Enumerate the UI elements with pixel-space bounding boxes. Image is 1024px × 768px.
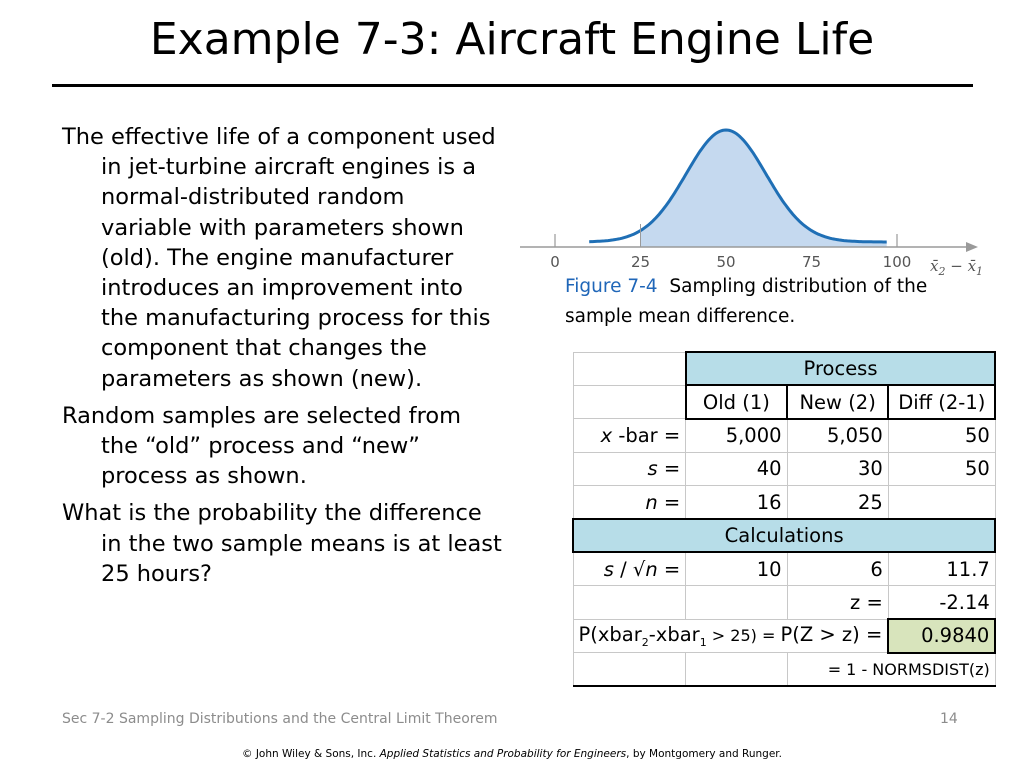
tick-label: 0 — [550, 253, 560, 271]
table-cell — [888, 486, 995, 519]
table-row — [573, 452, 995, 485]
table-cell: 40 — [686, 452, 787, 485]
table-cell: 50 — [888, 452, 995, 485]
copyright-line: © John Wiley & Sons, Inc. Applied Statistics and Probability for Engineers, by Montgomery and Runger. — [242, 748, 782, 760]
z-value: -2.14 — [888, 586, 995, 619]
table-row — [573, 519, 995, 552]
table-cell: 25 — [787, 486, 888, 519]
bullet-2: Random samples are selected from the “old” process and “new” process as shown. — [62, 402, 462, 490]
col-diff-header: Diff (2-1) — [888, 385, 995, 418]
table-row — [573, 586, 995, 619]
calculations-header: Calculations — [573, 519, 995, 552]
tick-label: 75 — [801, 253, 822, 271]
table-cell: 6 — [787, 552, 888, 585]
calculation-table — [572, 351, 996, 687]
table-cell: 5,000 — [686, 419, 787, 452]
page-number: 14 — [940, 711, 958, 727]
slide-title: Example 7-3: Aircraft Engine Life — [149, 14, 875, 65]
table-row — [573, 419, 995, 452]
tick-label: 25 — [630, 253, 651, 271]
table-cell: 11.7 — [888, 552, 995, 585]
probability-result: 0.9840 — [888, 619, 995, 652]
tick-label: 100 — [882, 253, 912, 271]
axis-label: $x̄_2$ − $x̄_1$ — [930, 257, 984, 278]
table-row — [573, 552, 995, 585]
probability-label: P(xbar$_2$-xbar$_1$ > 25) = P(Z > z) = — [573, 619, 888, 652]
bullet-3: What is the probability the difference in the two sample means is at least 25 hours? — [62, 500, 502, 587]
s-label: s = — [573, 452, 686, 485]
sampling-distribution-figure — [516, 116, 986, 286]
table-row — [573, 619, 995, 652]
footer-section-title: Sec 7-2 Sampling Distributions and the Central Limit Theorem — [62, 711, 498, 727]
col-old-header: Old (1) — [686, 385, 787, 418]
table-row — [573, 385, 995, 418]
col-new-header: New (2) — [787, 385, 888, 418]
tick-label: 50 — [716, 253, 736, 271]
bullet-1: The effective life of a component used in jet-turbine aircraft engines is a normal-distributed random variable with parameters shown (old). The engine manufacturer introduces an improvement into the manufacturing process for this component that changes the parameters as shown (new). — [62, 124, 496, 392]
table-row — [573, 653, 995, 686]
z-label: z = — [787, 586, 888, 619]
se-label: s / √n = — [573, 552, 686, 585]
caption-figure-number: Figure 7-4 — [565, 276, 658, 297]
table-cell: 50 — [888, 419, 995, 452]
process-header: Process — [686, 352, 996, 385]
table-cell: 16 — [686, 486, 787, 519]
title-underline — [52, 84, 973, 87]
n-label: n = — [573, 486, 686, 519]
formula-note: = 1 - NORMSDIST(z) — [787, 653, 995, 686]
table-cell: 30 — [787, 452, 888, 485]
table-row — [573, 486, 995, 519]
axis-arrow-icon — [966, 242, 978, 252]
bullet-list — [62, 122, 502, 596]
figure-caption — [565, 272, 965, 332]
caption-text: Sampling distribution of the sample mean difference. — [565, 276, 928, 327]
table-cell: 5,050 — [787, 419, 888, 452]
table-row — [573, 352, 995, 385]
table-cell: 10 — [686, 552, 787, 585]
xbar-label: x -bar = — [573, 419, 686, 452]
